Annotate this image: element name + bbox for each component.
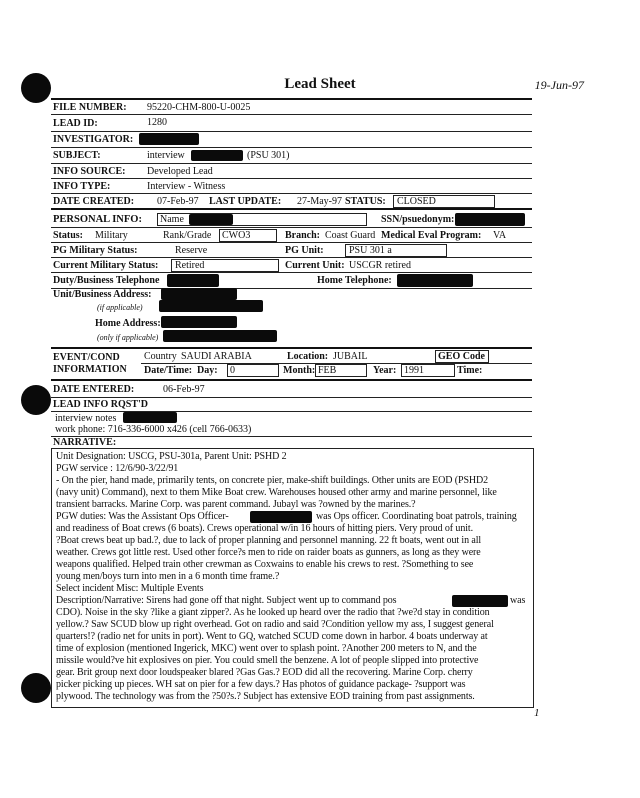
narrative-line: plywood. The technology was from the ?50?s.? Subject has extensive EOD training from past assignments. — [56, 691, 475, 702]
date-created-value: 07-Feb-97 — [157, 196, 199, 207]
punch-hole — [21, 673, 51, 703]
lead-info-label: LEAD INFO RQST'D — [53, 399, 149, 410]
time-label: Time: — [457, 365, 483, 376]
narrative-line: gear. Brit group next door loudspeaker blared ?Gas Gas.? EOD did all the recovering. Marine Corp. cherry — [56, 667, 473, 678]
last-update-label: LAST UPDATE: — [209, 196, 282, 207]
redaction-bar — [139, 133, 199, 145]
year-label: Year: — [373, 365, 397, 376]
current-status-value: Retired — [175, 260, 205, 271]
narrative-line: weather. Crews got little rest. Used other force?s men to ride on raider boats as gunners, as long as they were — [56, 547, 481, 558]
redaction-bar — [161, 316, 237, 328]
rank-label: Rank/Grade — [163, 230, 212, 241]
narrative-line: time of explosion (mentioned Ingerick, MKC) went over to splash point. ?Another 200 meters to N, and the — [56, 643, 477, 654]
subject-value: interview — [147, 150, 185, 161]
current-unit-value: USCGR retired — [349, 260, 411, 271]
file-number-value: 95220-CHM-800-U-0025 — [147, 102, 251, 113]
page-title: Lead Sheet — [284, 76, 356, 92]
redaction-bar — [397, 274, 473, 287]
only-if-applicable-note: (only if applicable) — [97, 333, 159, 342]
narrative-line: young men/boys turn into men in a 6 month time frame.? — [56, 571, 280, 582]
country-value: SAUDI ARABIA — [181, 351, 252, 362]
lead-info-row — [51, 398, 532, 412]
date-created-row — [51, 194, 532, 210]
military-status-value: Military — [95, 230, 128, 241]
day-value: 0 — [230, 365, 235, 376]
narrative-line: PGW duties: Was the Assistant Ops Officer- — [56, 511, 229, 522]
punch-hole — [21, 385, 51, 415]
military-status-label: Status: — [53, 230, 84, 241]
if-applicable-note: (if applicable) — [97, 303, 143, 312]
lead-info-line: interview notes — [55, 413, 117, 424]
narrative-line: missile would?ve hit explosives on pier. You could smell the benzene. A lot of people slipped into protective — [56, 655, 479, 666]
redaction-bar — [163, 330, 277, 342]
status-row — [51, 228, 532, 243]
narrative-line: weapons qualified. Helped train other crewman as Coxwains to enable his crews to rest. ?Something to see — [56, 559, 474, 570]
pg-status-label: PG Military Status: — [53, 245, 138, 256]
redaction-bar — [123, 412, 177, 423]
narrative-line: (navy unit) Command), next to them Mike Boat crew. Warehouses housed other army and marine personnel, like — [56, 487, 497, 498]
redaction-bar — [159, 300, 263, 312]
file-number-row — [51, 100, 532, 115]
name-label: Name — [160, 214, 184, 225]
pg-unit-label: PG Unit: — [285, 245, 324, 256]
redaction-bar — [189, 214, 233, 225]
month-value: FEB — [318, 365, 337, 376]
branch-value: Coast Guard — [325, 230, 376, 241]
last-update-value: 27-May-97 — [297, 196, 342, 207]
current-status-label: Current Military Status: — [53, 260, 159, 271]
narrative-line: PGW service : 12/6/90-3/22/91 — [56, 463, 179, 474]
pg-status-value: Reserve — [175, 245, 208, 256]
lead-id-label: LEAD ID: — [53, 118, 98, 129]
investigator-row — [51, 132, 532, 148]
current-status-row — [51, 258, 532, 273]
narrative-body — [51, 448, 534, 708]
day-label: Day: — [197, 365, 218, 376]
narrative-line: - On the pier, hand made, primarily tents, on concrete pier, make-shift buildings. Other units are EOD (PSHD2 — [56, 475, 489, 486]
year-value: 1991 — [404, 365, 424, 376]
subject-label: SUBJECT: — [53, 150, 101, 161]
address-block — [51, 289, 532, 349]
redaction-bar — [455, 213, 525, 226]
redaction-bar — [161, 288, 237, 300]
info-source-row — [51, 164, 532, 179]
pg-unit-value: PSU 301 a — [349, 245, 392, 256]
narrative-line: CDO). Noise in the sky ?like a giant zipper?. As he looked up heard over the radio that ?we?d stay in condition — [56, 607, 490, 618]
narrative-line: Unit Designation: USCG, PSU-301a, Parent Unit: PSHD 2 — [56, 451, 287, 462]
month-label: Month: — [283, 365, 316, 376]
status-value: CLOSED — [397, 196, 436, 207]
personal-info-row — [51, 212, 532, 228]
lead-info-box — [51, 412, 532, 437]
redaction-bar — [452, 595, 508, 607]
lead-id-value: 1280 — [147, 117, 167, 128]
date-entered-label: DATE ENTERED: — [53, 384, 135, 395]
info-source-value: Developed Lead — [147, 166, 213, 177]
narrative-label: NARRATIVE: — [53, 437, 117, 448]
country-label: Country — [144, 351, 177, 362]
file-number-label: FILE NUMBER: — [53, 102, 127, 113]
home-phone-label: Home Telephone: — [317, 275, 392, 286]
unit-address-label: Unit/Business Address: — [53, 289, 152, 300]
narrative-line: Description/Narrative: Sirens had gone off that night. Subject went up to command pos — [56, 595, 397, 606]
investigator-label: INVESTIGATOR: — [53, 134, 134, 145]
info-type-row — [51, 179, 532, 194]
subject-unit: (PSU 301) — [247, 150, 290, 161]
narrative-line: transient barracks. Marine Corp. was parent command. Jubayl was ?owned by the marines.? — [56, 499, 416, 510]
home-address-label: Home Address: — [95, 318, 161, 329]
info-type-value: Interview - Witness — [147, 181, 226, 192]
narrative-line: yellow.? Saw SCUD blow up right overhead. Got on radio and said ?Condition yellow my ass, I suggest general — [56, 619, 494, 630]
date-entered-value: 06-Feb-97 — [163, 384, 205, 395]
event-block — [51, 349, 532, 381]
ssn-label: SSN/psuedonym: — [381, 214, 455, 225]
geo-code-label: GEO Code — [438, 351, 485, 362]
lead-info-phone: work phone: 716-336-6000 x426 (cell 766-0633) — [55, 424, 252, 435]
redaction-bar — [250, 511, 312, 523]
narrative-line: Select incident Misc: Multiple Events — [56, 583, 204, 594]
location-label: Location: — [287, 351, 329, 362]
duty-phone-label: Duty/Business Telephone — [53, 275, 160, 286]
subject-row — [51, 148, 532, 164]
medical-eval-value: VA — [493, 230, 507, 241]
narrative-line-suffix: was — [510, 595, 526, 606]
lead-id-row — [51, 115, 532, 132]
narrative-line-suffix: was Ops officer. Coordinating boat patrols, training — [316, 511, 517, 522]
narrative-line: quarters!? (radio net for units in port). Went to GQ, watched SCUD come down in harbor. 4 boats underway at — [56, 631, 488, 642]
medical-eval-label: Medical Eval Program: — [381, 230, 482, 241]
info-source-label: INFO SOURCE: — [53, 166, 126, 177]
redaction-bar — [191, 150, 243, 161]
narrative-line: and readiness of Boat crews (6 boats). Crews operational w/in 16 hours of hitting piers. Very proud of unit. — [56, 523, 473, 534]
narrative-line: ?Boat crews beat up bad.?, due to lack of proper planning and personnel manning. 22 ft boats, went out in all — [56, 535, 482, 546]
location-value: JUBAIL — [333, 351, 368, 362]
rank-value: CWO3 — [222, 230, 251, 241]
phone-row — [51, 273, 532, 289]
current-unit-label: Current Unit: — [285, 260, 345, 271]
redaction-bar — [167, 274, 219, 287]
info-type-label: INFO TYPE: — [53, 181, 111, 192]
personal-info-label: PERSONAL INFO: — [53, 214, 142, 225]
information-label: INFORMATION — [53, 364, 127, 375]
pg-status-row — [51, 243, 532, 258]
datetime-label: Date/Time: — [144, 365, 193, 376]
narrative-line: picker picking up pieces. WH sat on pier for a few days.? Has photos of guidance package- ?support was — [56, 679, 466, 690]
date-created-label: DATE CREATED: — [53, 196, 135, 207]
status-label: STATUS: — [345, 196, 386, 207]
branch-label: Branch: — [285, 230, 320, 241]
event-label: EVENT/COND — [53, 352, 120, 363]
header-date: 19-Jun-97 — [534, 78, 584, 92]
date-entered-row — [51, 383, 532, 398]
page-number: 1 — [534, 707, 540, 719]
